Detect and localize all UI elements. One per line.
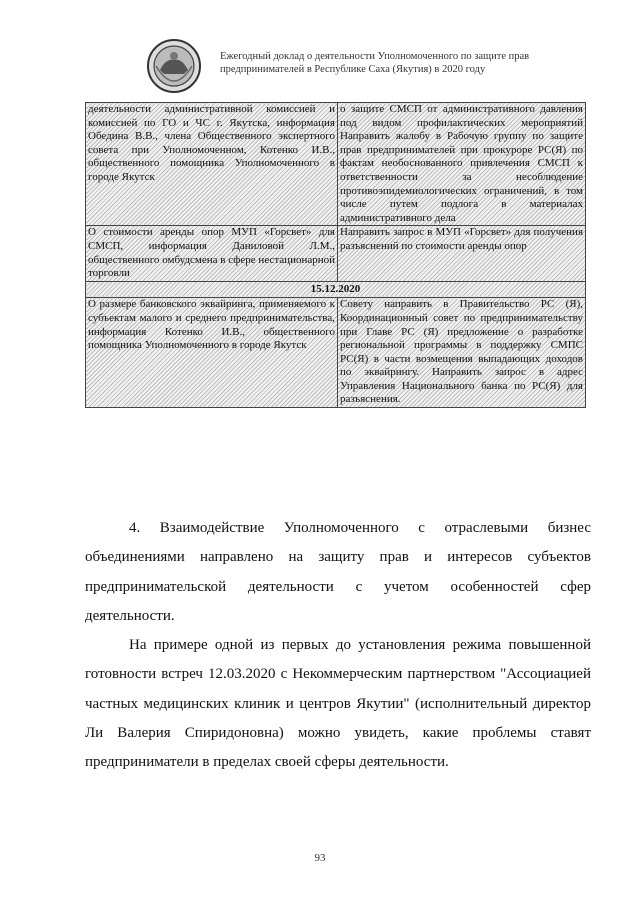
table-cell-decision: Направить запрос в МУП «Горсвет» для получения разъяснений по стоимости аренды опор bbox=[338, 226, 586, 281]
table-cell-decision: о защите СМСП от административного давления под видом профилактических мероприятий Направить жалобу в Рабочую группу по защите прав предпринимателей при прокуроре РС(Я) по фактам необоснованного привлечения СМСП к ответственности за несоблюдение противоэпидемиологических ограничений, в том числе путем подлога в материалах административного дела bbox=[338, 103, 586, 226]
page-header bbox=[146, 38, 586, 94]
table-cell-topic: О размере банковского эквайринга, применяемого к субъектам малого и среднего предпринимательства, информация Котенко И.В., общественного помощника Уполномоченного в городе Якутск bbox=[86, 298, 338, 408]
paragraph-1: 4. Взаимодействие Уполномоченного с отраслевыми бизнес объединениями направлено на защиту прав и интересов субъектов предпринимательской деятельности с учетом особенностей сфер деятельности. bbox=[85, 520, 591, 624]
table-row bbox=[86, 298, 586, 408]
table-cell-decision: Совету направить в Правительство РС (Я), Координационный совет по предпринимательству при Главе РС (Я) предложение о разработке региональной программы в поддержку СМПС РС(Я) в части возмещения выпадающих доходов по эквайрингу. Направить запрос в адрес Управления Национального банка по РС(Я) для разъяснения. bbox=[338, 298, 586, 408]
table-cell-topic: деятельности административной комиссией и комиссией по ГО и ЧС г. Якутска, информация Обедина В.В., члена Общественного экспертного совета при Уполномоченном, Котенко И.В., общественного помощника Уполномоченного в городе Якутск bbox=[86, 103, 338, 226]
meeting-date: 15.12.2020 bbox=[86, 281, 586, 298]
body-text bbox=[85, 514, 591, 778]
table-row bbox=[86, 226, 586, 281]
table-cell-topic: О стоимости аренды опор МУП «Горсвет» для СМСП, информация Даниловой Л.М., общественного омбудсмена в сфере нестационарной торговли bbox=[86, 226, 338, 281]
header-line-2: предпринимателей в Республике Саха (Якутия) в 2020 году bbox=[220, 64, 486, 75]
paragraph-2: На примере одной из первых до установления режима повышенной готовности встреч 12.03.2020 с Некоммерческим партнерством "Ассоциацией частных медицинских клиник и центров Якутии" (исполнительный директор Ли Валерия Спиридоновна) можно увидеть, какие проблемы ставят предприниматели в пределах своей сферы деятельности. bbox=[85, 637, 591, 771]
table-date-row bbox=[86, 281, 586, 298]
table-row bbox=[86, 103, 586, 226]
page-number: 93 bbox=[314, 852, 326, 864]
minutes-table bbox=[85, 102, 586, 408]
header-text bbox=[220, 50, 529, 76]
header-line-1: Ежегодный доклад о деятельности Уполномоченного по защите прав bbox=[220, 51, 530, 62]
emblem-logo-icon bbox=[146, 38, 202, 94]
